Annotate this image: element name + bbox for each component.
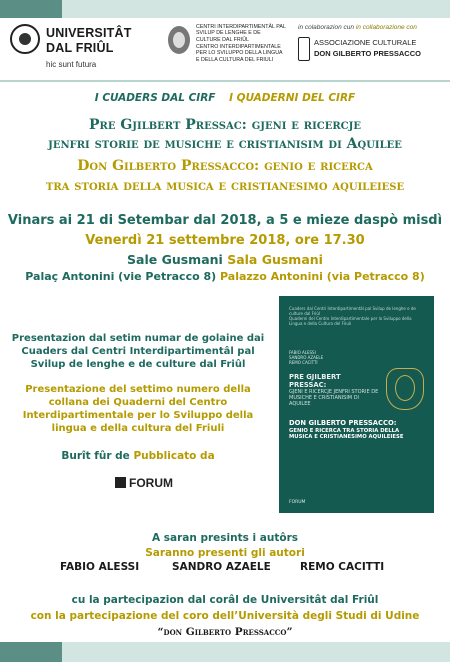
book-author: REMO CACITTI [289,360,318,365]
title-it-line2: tra storia della musica e cristianesimo aquileiese [45,178,405,194]
cirf-name-it: CENTRO INTERDIPARTIMENTALE PER LO SVILUPPO DELLA LINGUA E DELLA CULTURA DEL FRIULI [196,44,283,63]
event-date-it: Venerdì 21 settembre 2018, ore 17.30 [85,233,365,248]
title-it-line1: Don Gilberto Pressacco: genio e ricerca [77,158,373,174]
university-seal-icon [10,24,40,54]
choir-fr: cu la partecipazion dal corâl de Universitât dal Friûl [71,594,379,606]
association-name-line1: ASSOCIAZIONE CULTURALE [314,38,417,47]
title-fr-line1: Pre Gjilbert Pressac: gjeni e ricercje [89,117,361,133]
publisher-line [8,450,268,463]
presentation-fr: Presentazion dal setim numar de golaine dai Cuaders dal Centri Interdipartimentâl pal Svilup de lenghe e de culture dal Friûl [11,333,265,370]
presentation-it: Presentazione del settimo numero della collana dei Quaderni del Centro Interdipartimentale per lo Sviluppo della lingua e della cultura del Friuli [22,384,254,434]
bottom-band-accent [0,642,62,662]
university-name-line2: DAL FRIÛL [46,41,114,55]
top-band [0,0,450,18]
book-title-it [289,420,424,440]
choir-name: “don Gilberto Pressacco” [157,626,293,638]
forum-logo-text: FORUM [129,476,173,490]
divider [0,80,450,82]
event-date-fr: Vinars ai 21 di Setembar dal 2018, a 5 e mieze daspò misdì [7,213,443,228]
authors-intro-fr: A saran presints i autôrs [151,532,299,544]
series-fr: I CUADERS DAL CIRF [94,92,216,104]
association-logo [298,24,444,74]
book-header-left: Cuaders dal Centri Interdipartimentâl pal Svilup de lenghe e de culture dal Friûl [289,306,416,316]
author-name: REMO CACITTI [300,561,385,573]
forum-logo-icon [115,477,126,488]
series-it: I QUADERNI DEL CIRF [229,92,356,104]
event-address-fr: Palaç Antonini (vie Petracco 8) [25,270,217,283]
choir-it: con la partecipazione del coro dell’Università degli Studi di Udine [30,610,420,622]
event-address-it: Palazzo Antonini (via Petracco 8) [220,270,425,283]
author-name: FABIO ALESSI [60,561,140,573]
association-intro [298,24,444,31]
book-title-fr-main: PRE GJILBERT PRESSAC: [289,373,341,389]
book-title-it-main: DON GILBERTO PRESSACCO: [289,419,397,427]
book-header [289,306,424,326]
cirf-logo [168,24,286,74]
association-name-line2: DON GILBERTO PRESSACCO [314,49,421,58]
university-logo [10,24,150,74]
publisher-fr: Burît fûr de [61,450,130,462]
university-motto: hic sunt futura [46,60,97,69]
title-fr-line2: jenfri storie de musiche e cristianisim di Aquilee [48,136,402,152]
cirf-emblem-icon [168,26,190,54]
event-address [0,270,450,283]
cirf-name-fr: CENTRI INTERDIPARTIMENTÂL PAL SVILUP DE LENGHE E DE CULTURE DAL FRIÛL [196,24,286,43]
top-band-accent [0,0,62,18]
book-author: FABIO ALESSI [289,350,316,355]
book-header-right: Quaderni del Centro Interdipartimentale per lo Sviluppo della Lingua e della Cultura del Friuli [289,316,412,326]
book-authors [289,350,323,365]
book-title-fr [289,374,379,407]
association-intro-it: in collaborazione con [355,24,417,31]
series-line [0,92,450,104]
book-author: SANDRO AZAELE [289,355,324,360]
event-venue-it: Sala Gusmani [227,252,323,267]
publisher-it: Pubblicato da [133,450,215,462]
event-venue [0,252,450,267]
book-subtitle-fr: GJENI E RICERCJE JENFRI STORIE DE MUSICHE E CRISTIANISIM DI AQUILEE [289,389,379,407]
book-subtitle-it: GENIO E RICERCA TRA STORIA DELLA MUSICA E CRISTIANESIMO AQUILEIESE [289,427,404,440]
eagle-emblem-icon [386,368,424,410]
forum-logo [115,476,173,490]
book-publisher: FORUM [289,500,306,505]
university-name-line1: UNIVERSITÂT [46,26,132,40]
author-name: SANDRO AZAELE [172,561,271,573]
book-cover [279,296,434,513]
association-emblem-icon [298,37,310,61]
association-intro-fr: in colaborazion cun [298,24,355,31]
authors-intro-it: Saranno presenti gli autori [145,547,305,559]
bottom-band [0,642,450,662]
event-venue-fr: Sale Gusmani [127,252,223,267]
